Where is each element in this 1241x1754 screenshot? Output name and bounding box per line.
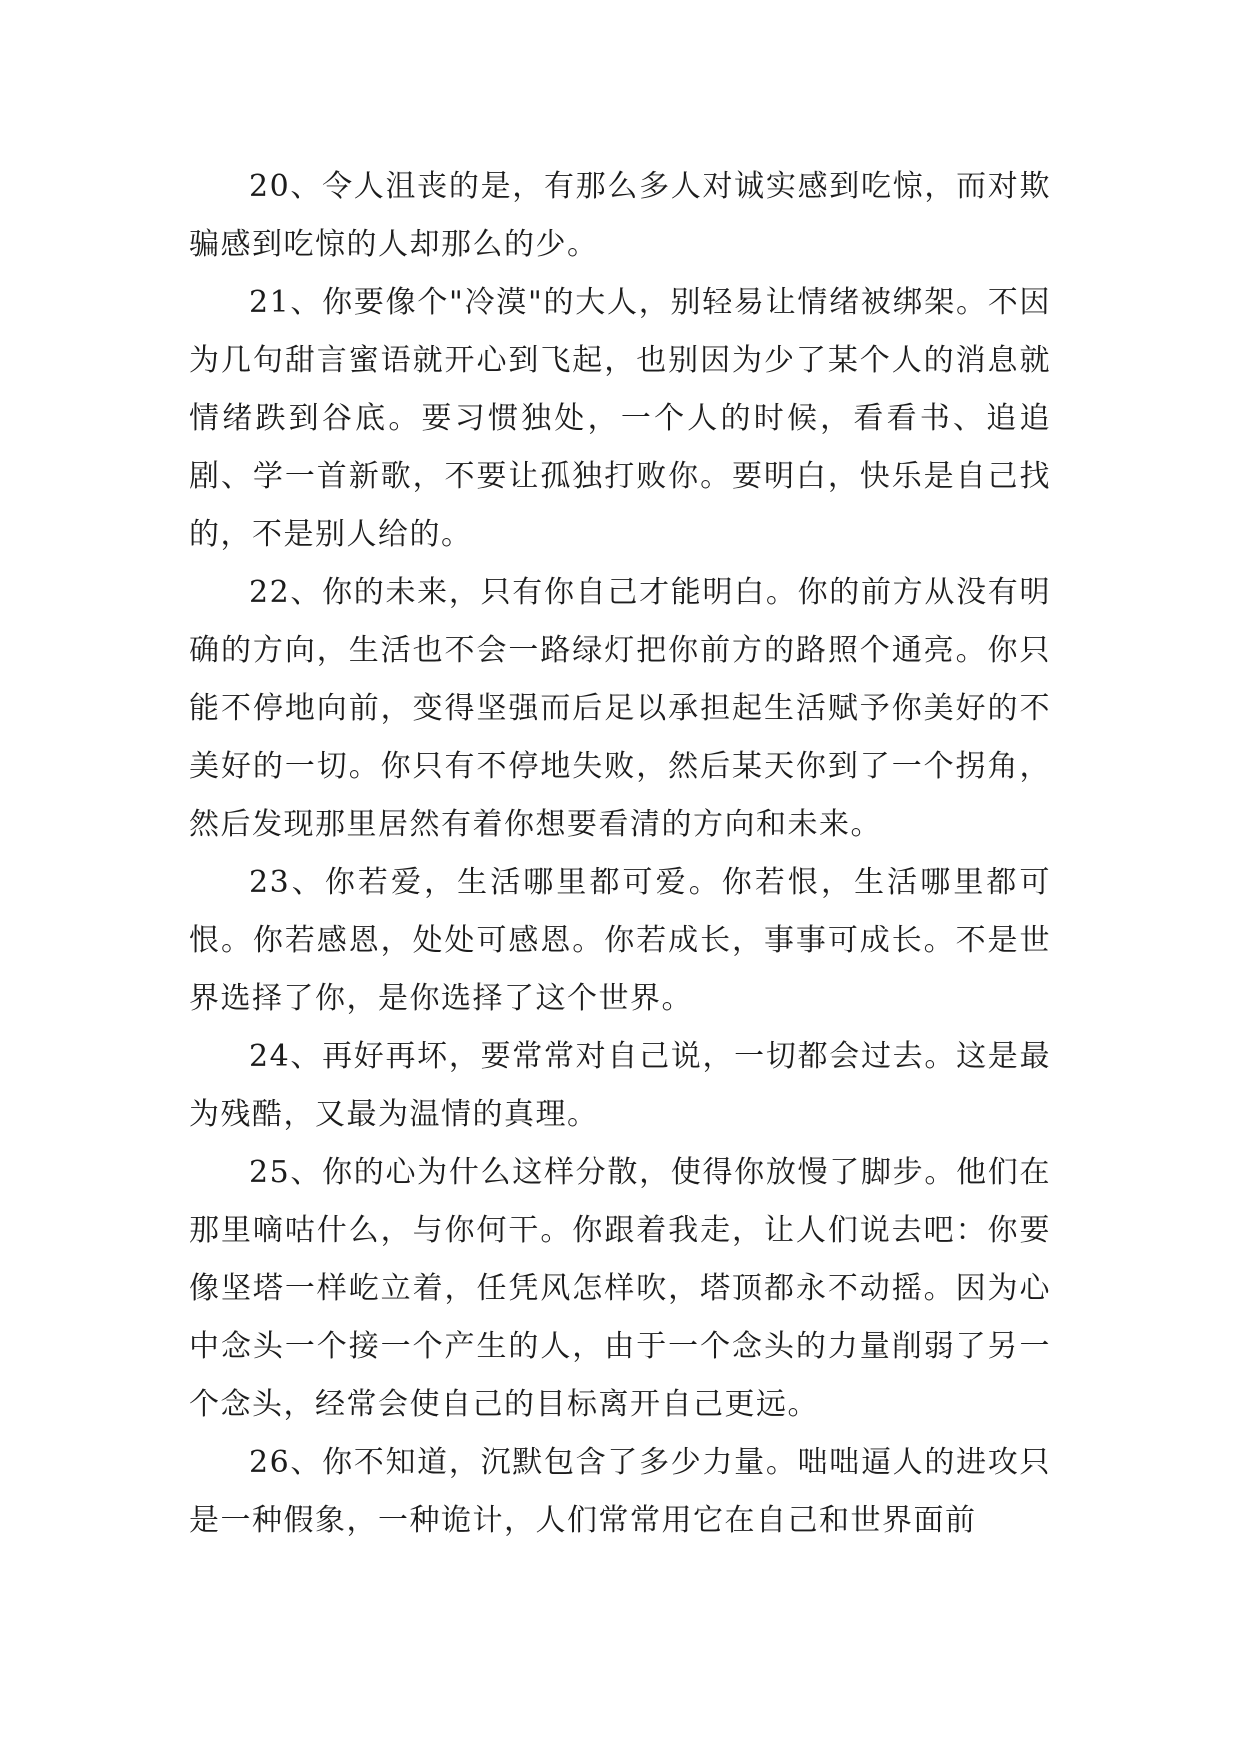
paragraph-23: 23、你若爱，生活哪里都可爱。你若恨，生活哪里都可恨。你若感恩，处处可感恩。你若成长，事事可成长。不是世界选择了你，是你选择了这个世界。 xyxy=(189,865,1051,1016)
paragraph-26: 26、你不知道，沉默包含了多少力量。咄咄逼人的进攻只是一种假象，一种诡计，人们常常用它在自己和世界面前 xyxy=(189,1445,1051,1538)
document-body xyxy=(189,158,1051,1550)
paragraph-24: 24、再好再坏，要常常对自己说，一切都会过去。这是最为残酷，又最为温情的真理。 xyxy=(189,1039,1051,1132)
paragraph-25: 25、你的心为什么这样分散，使得你放慢了脚步。他们在那里嘀咕什么，与你何干。你跟着我走，让人们说去吧：你要像坚塔一样屹立着，任凭风怎样吹，塔顶都永不动摇。因为心中念头一个接一个产生的人，由于一个念头的力量削弱了另一个念头，经常会使自己的目标离开自己更远。 xyxy=(189,1155,1051,1422)
paragraph-20: 20、令人沮丧的是，有那么多人对诚实感到吃惊，而对欺骗感到吃惊的人却那么的少。 xyxy=(189,169,1051,262)
paragraph-22: 22、你的未来，只有你自己才能明白。你的前方从没有明确的方向，生活也不会一路绿灯把你前方的路照个通亮。你只能不停地向前，变得坚强而后足以承担起生活赋予你美好的不美好的一切。你只有不停地失败，然后某天你到了一个拐角，然后发现那里居然有着你想要看清的方向和未来。 xyxy=(189,575,1051,842)
paragraph-21: 21、你要像个"冷漠"的大人，别轻易让情绪被绑架。不因为几句甜言蜜语就开心到飞起，也别因为少了某个人的消息就情绪跌到谷底。要习惯独处，一个人的时候，看看书、追追剧、学一首新歌，不要让孤独打败你。要明白，快乐是自己找的，不是别人给的。 xyxy=(189,285,1051,552)
